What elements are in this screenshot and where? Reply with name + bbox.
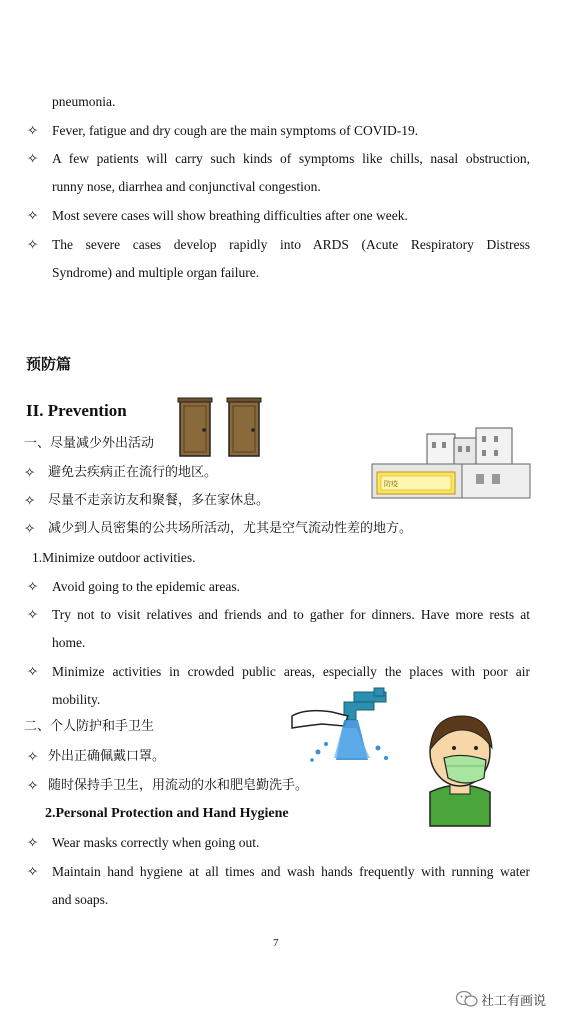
bullet-icon: ✧ [27,864,39,879]
wechat-icon [456,990,478,1008]
masked-person-icon [420,706,500,826]
part2-heading-en: 2.Personal Protection and Hand Hygiene [45,806,289,821]
buildings-icon [372,422,532,502]
bullet-icon: ✧ [27,778,39,793]
symptom-bullet-4-cont: Syndrome) and multiple organ failure. [52,265,260,280]
symptom-bullet-3: Most severe cases will show breathing difficulties after one week. [52,208,408,223]
sign-text: 防疫 [384,480,398,488]
watermark-text: 社工有画说 [481,994,547,1009]
part1-bullet-en-2-cont: home. [52,635,86,650]
section-title-zh: 预防篇 [26,355,72,373]
part2-bullet-en-2-cont: and soaps. [52,892,109,907]
part2-bullet-en-2: Maintain hand hygiene at all times and wash hands frequently with running water [52,864,530,879]
paragraph-continuation: pneumonia. [52,94,116,109]
part2-bullet-en-1: Wear masks correctly when going out. [52,835,260,850]
part1-bullet-en-3: Minimize activities in crowded public areas, especially the places with poor air [52,664,530,679]
part1-bullet-en-1: Avoid going to the epidemic areas. [52,579,240,594]
part1-bullet-en-2: Try not to visit relatives and friends and to gather for dinners. Have more rests at [52,607,530,622]
bullet-icon: ✧ [27,151,39,166]
part1-bullet-zh-2: 尽量不走亲访友和聚餐，多在家休息。 [48,493,270,508]
bullet-icon: ✧ [27,208,39,223]
part1-bullet-zh-1: 避免去疾病正在流行的地区。 [48,465,218,480]
bullet-icon: ✧ [27,607,39,622]
part1-heading-zh: 一、尽量减少外出活动 [24,436,155,451]
symptom-bullet-4: The severe cases develop rapidly into ARDS (Acute Respiratory Distress [52,237,530,252]
symptom-bullet-2: A few patients will carry such kinds of symptoms like chills, nasal obstruction, [52,151,530,166]
bullet-icon: ✧ [27,123,39,138]
part2-bullet-zh-2: 随时保持手卫生，用流动的水和肥皂勤洗手。 [48,778,309,793]
bullet-icon: ✧ [27,579,39,594]
bullet-icon: ✧ [27,749,39,764]
symptom-bullet-2-cont: runny nose, diarrhea and conjunctival congestion. [52,179,321,194]
bullet-icon: ✧ [27,835,39,850]
door-icon [178,396,268,458]
part1-bullet-zh-3: 减少到人员密集的公共场所活动，尤其是空气流动性差的地方。 [48,521,413,536]
symptom-bullet-1: Fever, fatigue and dry cough are the main symptoms of COVID-19. [52,123,419,138]
bullet-icon: ✧ [27,237,39,252]
section-title-en: II. Prevention [26,401,127,420]
part2-bullet-zh-1: 外出正确佩戴口罩。 [48,749,166,764]
bullet-icon: ✧ [27,664,39,679]
part2-heading-zh: 二、个人防护和手卫生 [24,719,155,734]
faucet-handwash-icon [292,688,402,768]
part1-heading-en: 1.Minimize outdoor activities. [32,550,196,565]
page-number: 7 [273,937,279,949]
part1-bullet-en-3-cont: mobility. [52,692,101,707]
bullet-icon: ✧ [24,493,36,508]
bullet-icon: ✧ [24,521,36,536]
bullet-icon: ✧ [24,465,36,480]
